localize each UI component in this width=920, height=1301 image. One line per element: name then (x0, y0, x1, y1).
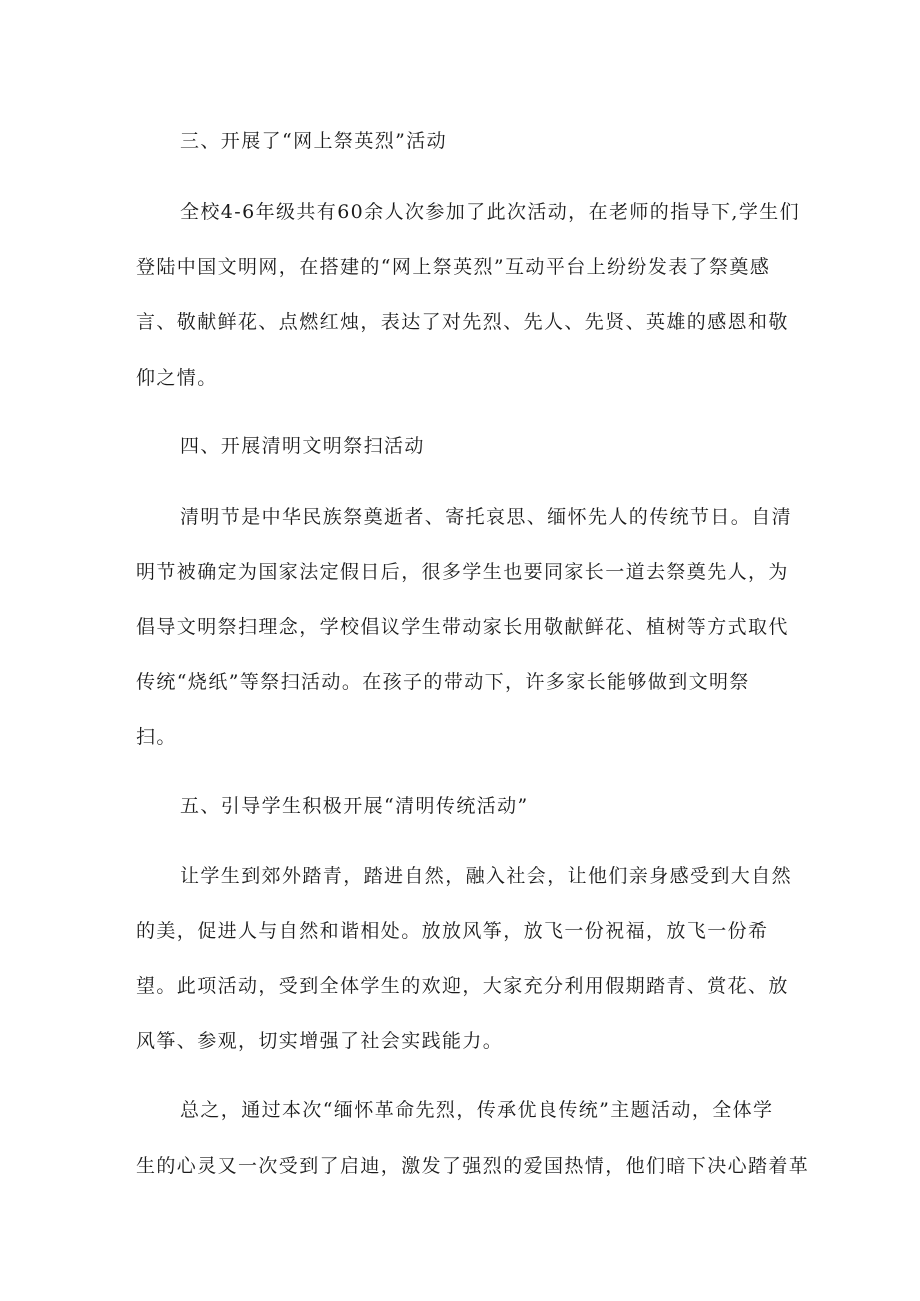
section-heading-4: 四、开展清明文明祭扫活动 (180, 435, 425, 457)
paragraph-line: 清明节是中华民族祭奠逝者、寄托哀思、缅怀先人的传统节日。自清 (180, 506, 793, 528)
paragraph-line: 让学生到郊外踏青，踏进自然，融入社会，让他们亲身感受到大自然 (180, 865, 793, 887)
paragraph-line: 仰之情。 (136, 367, 218, 389)
conclusion-line: 生的心灵又一次受到了启迪，激发了强烈的爱国热情，他们暗下决心踏着革 (136, 1155, 810, 1177)
section-heading-3: 三、开展了“网上祭英烈”活动 (180, 130, 448, 152)
paragraph-line: 登陆中国文明网，在搭建的“网上祭英烈”互动平台上纷纷发表了祭奠感 (136, 256, 771, 278)
paragraph-line: 望。此项活动，受到全体学生的欢迎，大家充分利用假期踏青、赏花、放 (136, 975, 789, 997)
paragraph-line: 全校4-6年级共有60余人次参加了此次活动，在老师的指导下,学生们 (180, 201, 801, 223)
paragraph-line: 言、敬献鲜花、点燃红烛，表达了对先烈、先人、先贤、英雄的感恩和敬 (136, 311, 789, 333)
paragraph-line: 明节被确定为国家法定假日后，很多学生也要同家长一道去祭奠先人，为 (136, 561, 789, 583)
conclusion-line: 总之，通过本次“缅怀革命先烈，传承优良传统”主题活动，全体学 (180, 1099, 774, 1121)
paragraph-line: 风筝、参观，切实增强了社会实践能力。 (136, 1030, 504, 1052)
paragraph-line: 扫。 (136, 726, 177, 748)
paragraph-line: 传统“烧纸”等祭扫活动。在孩子的带动下，许多家长能够做到文明祭 (136, 671, 750, 693)
section-heading-5: 五、引导学生积极开展“清明传统活动” (180, 795, 529, 817)
paragraph-line: 的美，促进人与自然和谐相处。放放风筝，放飞一份祝福，放飞一份希 (136, 920, 769, 942)
paragraph-line: 倡导文明祭扫理念，学校倡议学生带动家长用敬献鲜花、植树等方式取代 (136, 616, 789, 638)
